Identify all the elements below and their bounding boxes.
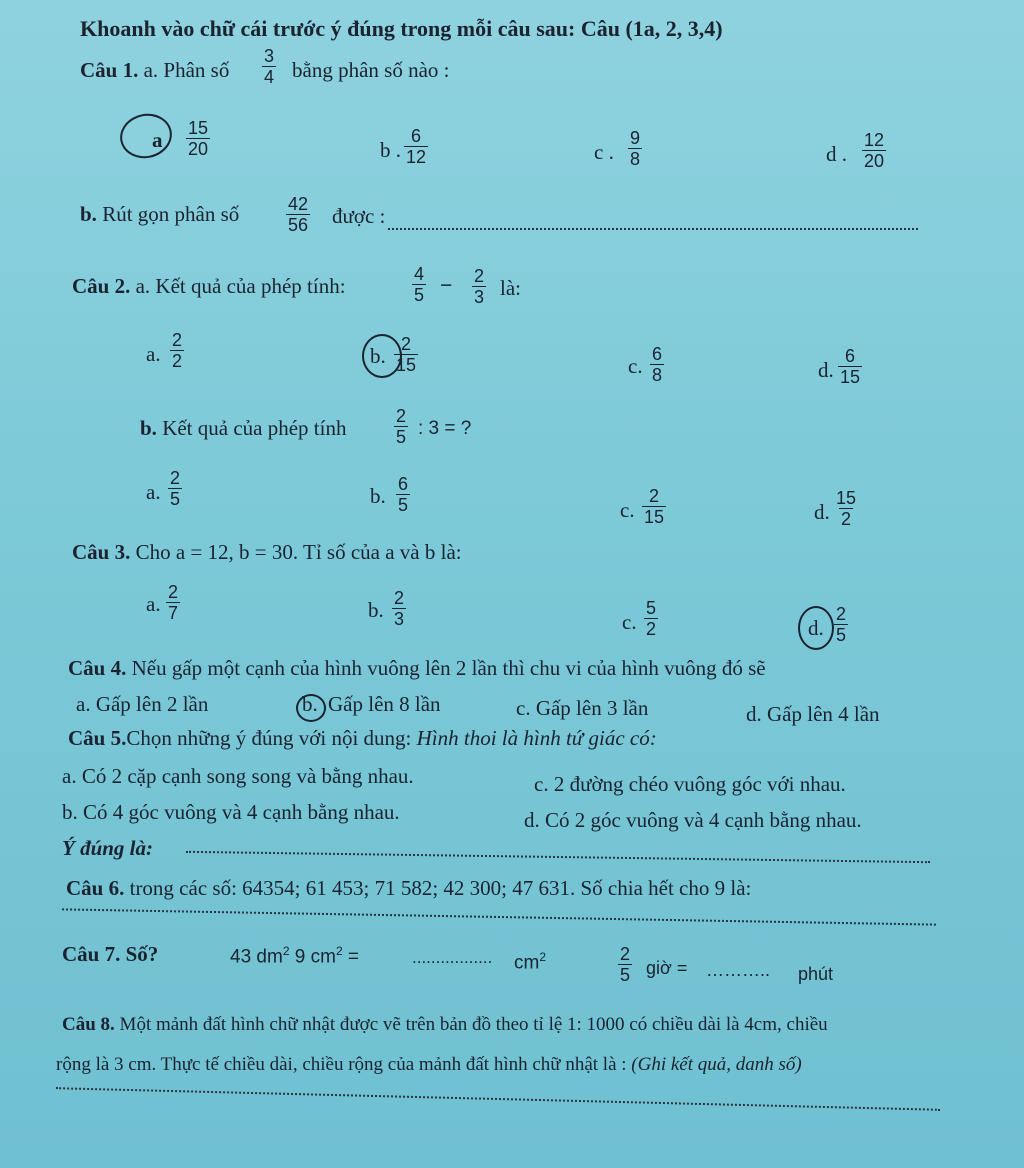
q2a-fraction-1: $\frac{4}{5}$	[414, 264, 425, 305]
q7-unit-cm2: $cm^2$	[514, 950, 547, 974]
q6-stem: Câu 6. trong các số: 64354; 61 453; 71 582; 42 300; 47 631. Số chia hết cho 9 là:	[66, 876, 752, 900]
q2b-opt-b-letter[interactable]: b.	[370, 484, 386, 508]
q3-opt-b-letter[interactable]: b.	[368, 598, 384, 622]
q2a-opt-c-fraction[interactable]: $\frac{6}{8}$	[652, 344, 663, 385]
q1b-answer-line[interactable]	[388, 228, 918, 230]
q1b-text-post: được :	[332, 204, 386, 228]
q8-line-1: Câu 8. Một mảnh đất hình chữ nhật được vẽ trên bản đồ theo tỉ lệ 1: 1000 có chiều dài là 4cm, chiều	[62, 1014, 828, 1035]
q4-opt-b-letter[interactable]: b.	[302, 692, 318, 716]
q2a-fraction-2: $\frac{2}{3}$	[474, 266, 485, 307]
q2b-opt-d-fraction[interactable]: $\frac{15}{2}$	[836, 488, 857, 529]
q3-opt-a-fraction[interactable]: $\frac{2}{7}$	[168, 582, 179, 623]
q3-opt-c-letter[interactable]: c.	[622, 610, 637, 634]
q3-opt-b-fraction[interactable]: $\frac{2}{3}$	[394, 588, 405, 629]
q3-opt-d-fraction[interactable]: $\frac{2}{5}$	[836, 604, 847, 645]
q5-opt-b[interactable]: b. Có 4 góc vuông và 4 cạnh bằng nhau.	[62, 800, 400, 824]
q2a-opt-b-letter[interactable]: b.	[370, 344, 386, 368]
q4-opt-c[interactable]: c. Gấp lên 3 lần	[516, 696, 649, 720]
q5-opt-a[interactable]: a. Có 2 cặp cạnh song song và bằng nhau.	[62, 764, 414, 788]
q2a-opt-d-letter[interactable]: d.	[818, 358, 834, 382]
q2a-opt-a-fraction[interactable]: $\frac{2}{2}$	[172, 330, 183, 371]
q1a-text-post: bằng phân số nào :	[292, 58, 450, 82]
q5-opt-c[interactable]: c. 2 đường chéo vuông góc với nhau.	[534, 772, 846, 796]
q2a-opt-b-fraction[interactable]: $\frac{2}{15}$	[396, 334, 417, 375]
q2b-stem: b. Kết quả của phép tính	[140, 416, 347, 440]
q1-opt-d-fraction[interactable]: $\frac{12}{20}$	[864, 130, 885, 171]
q2a-stem: Câu 2. a. Kết quả của phép tính:	[72, 274, 346, 298]
q2b-opt-d-letter[interactable]: d.	[814, 500, 830, 524]
q2b-text-post: : 3 = ?	[418, 418, 472, 439]
page-title: Khoanh vào chữ cái trước ý đúng trong mỗi câu sau: Câu (1a, 2, 3,4)	[80, 16, 723, 41]
q4-opt-b-text[interactable]: Gấp lên 8 lần	[328, 692, 441, 716]
q5-stem: Câu 5.Chọn những ý đúng với nội dung: Hình thoi là hình tứ giác có:	[68, 726, 657, 750]
q1-opt-d-letter[interactable]: d .	[826, 142, 847, 166]
q4-opt-d[interactable]: d. Gấp lên 4 lần	[746, 702, 880, 726]
q8-line-2: rộng là 3 cm. Thực tế chiều dài, chiều rộng của mảnh đất hình chữ nhật là : (Ghi kết quả, danh số)	[56, 1054, 802, 1075]
q1-opt-b-fraction[interactable]: $\frac{6}{12}$	[406, 126, 427, 167]
q7-answer-dots-1[interactable]: .................	[412, 948, 493, 967]
q2a-text-post: là:	[500, 276, 521, 300]
q7-unit-hour: giờ =	[646, 958, 688, 978]
q7-fraction: $\frac{2}{5}$	[620, 944, 631, 985]
q2a-operator: −	[440, 274, 453, 297]
q1-opt-c-letter[interactable]: c .	[594, 140, 614, 164]
q2b-opt-b-fraction[interactable]: $\frac{6}{5}$	[398, 474, 409, 515]
q1a-stem	[80, 58, 229, 83]
q2b-opt-c-fraction[interactable]: $\frac{2}{15}$	[644, 486, 665, 527]
q7-expression: 43 $dm^2$ 9 $cm^2$ =	[230, 944, 360, 968]
q1b-stem: b. Rút gọn phân số	[80, 202, 240, 226]
q7-unit-minute: phút	[798, 964, 834, 984]
q3-opt-d-letter[interactable]: d.	[808, 616, 824, 640]
q1a-text-pre: a. Phân số	[143, 58, 230, 82]
q1-label: Câu 1.	[80, 58, 139, 82]
q3-opt-a-letter[interactable]: a.	[146, 592, 161, 616]
q6-answer-line[interactable]	[62, 908, 936, 925]
q2a-opt-a-letter[interactable]: a.	[146, 342, 161, 366]
q2a-opt-c-letter[interactable]: c.	[628, 354, 643, 378]
q1-opt-b-letter[interactable]: b .	[380, 138, 401, 162]
q7-label: Câu 7. Số?	[62, 942, 159, 966]
q1b-fraction: $\frac{42}{56}$	[288, 194, 309, 235]
q5-opt-d[interactable]: d. Có 2 góc vuông và 4 cạnh bằng nhau.	[524, 808, 862, 832]
q3-stem: Câu 3. Cho a = 12, b = 30. Tỉ số của a và b là:	[72, 540, 462, 564]
q4-opt-a[interactable]: a. Gấp lên 2 lần	[76, 692, 209, 716]
answer-circle-mark	[116, 109, 176, 163]
q2a-opt-d-fraction[interactable]: $\frac{6}{15}$	[840, 346, 861, 387]
q5-answer-line[interactable]	[186, 851, 930, 863]
q8-answer-line[interactable]	[56, 1087, 940, 1111]
q2b-opt-a-letter[interactable]: a.	[146, 480, 161, 504]
q2b-opt-a-fraction[interactable]: $\frac{2}{5}$	[170, 468, 181, 509]
q1-opt-a-letter[interactable]: a	[152, 128, 163, 152]
q4-stem: Câu 4. Nếu gấp một cạnh của hình vuông lên 2 lần thì chu vi của hình vuông đó sẽ	[68, 656, 766, 680]
q1-opt-c-fraction[interactable]: $\frac{9}{8}$	[630, 128, 641, 169]
q5-answer-label: Ý đúng là:	[62, 836, 154, 860]
q7-answer-dots-2[interactable]: ………..	[706, 960, 771, 980]
q2b-opt-c-letter[interactable]: c.	[620, 498, 635, 522]
q2b-fraction: $\frac{2}{5}$	[396, 406, 407, 447]
q3-opt-c-fraction[interactable]: $\frac{5}{2}$	[646, 598, 657, 639]
q1-opt-a-fraction[interactable]: $\frac{15}{20}$	[188, 118, 209, 159]
q1a-fraction: $\frac{3}{4}$	[264, 46, 275, 87]
